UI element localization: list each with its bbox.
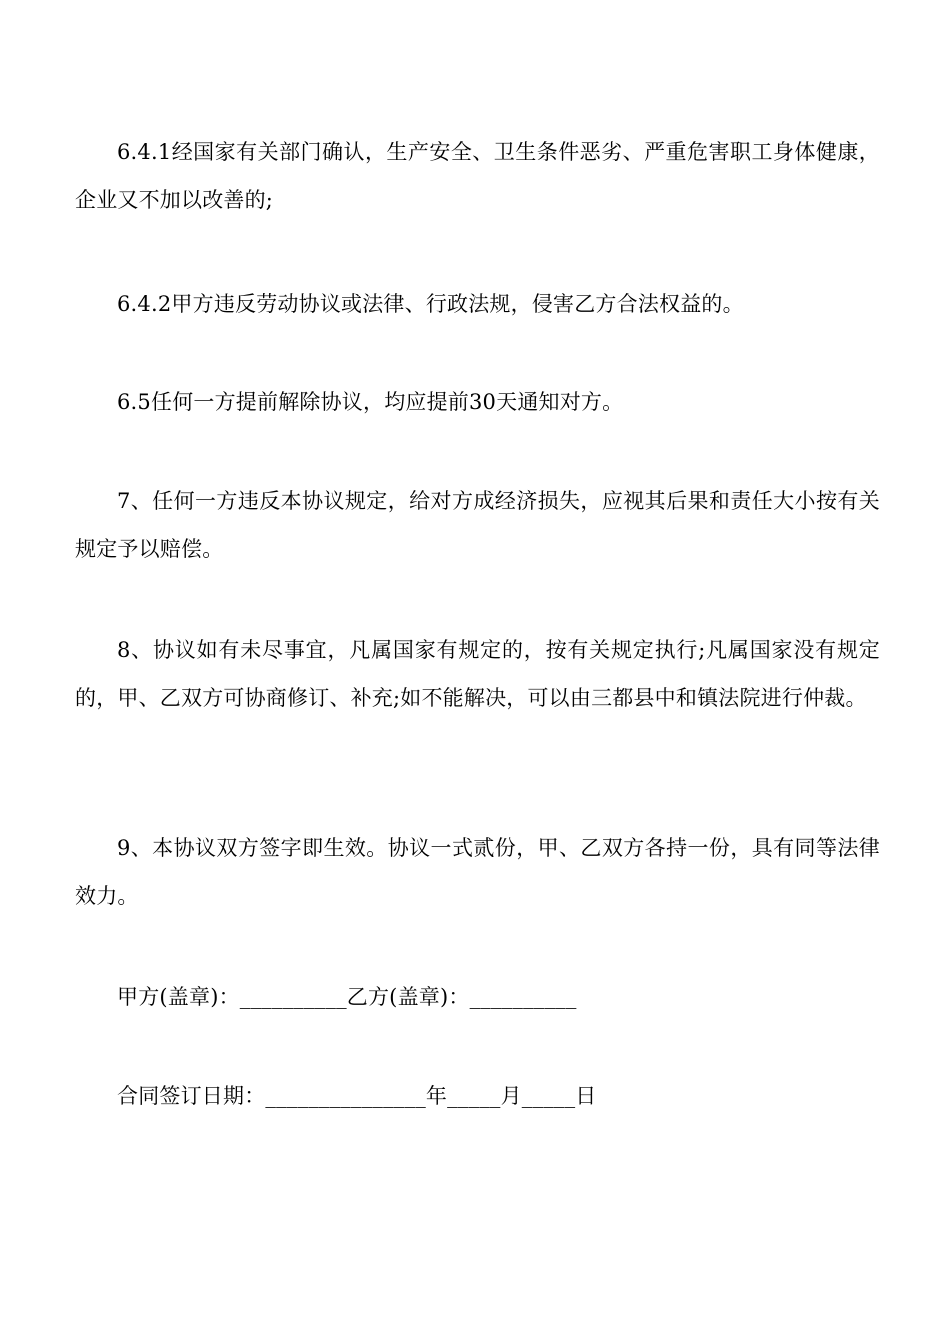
signature-line: 甲方(盖章)：__________乙方(盖章)：__________ — [117, 985, 577, 1009]
clause-7: 7、任何一方违反本协议规定，给对方成经济损失，应视其后果和责任大小按有关规定予以赔偿。 — [75, 489, 880, 561]
clause-6-5: 6.5任何一方提前解除协议，均应提前30天通知对方。 — [117, 390, 624, 414]
clause-9: 9、本协议双方签字即生效。协议一式贰份，甲、乙双方各持一份，具有同等法律效力。 — [75, 836, 880, 908]
clause-8: 8、协议如有未尽事宜，凡属国家有规定的，按有关规定执行;凡属国家没有规定的，甲、乙双方可协商修订、补充;如不能解决，可以由三都县中和镇法院进行仲裁。 — [75, 638, 880, 710]
clause-6-4-1: 6.4.1经国家有关部门确认，生产安全、卫生条件恶劣、严重危害职工身体健康，企业又不加以改善的; — [75, 140, 880, 212]
contract-date-line: 合同签订日期：_______________年_____月_____日 — [117, 1084, 597, 1108]
clause-6-4-2: 6.4.2甲方违反劳动协议或法律、行政法规，侵害乙方合法权益的。 — [117, 292, 744, 316]
